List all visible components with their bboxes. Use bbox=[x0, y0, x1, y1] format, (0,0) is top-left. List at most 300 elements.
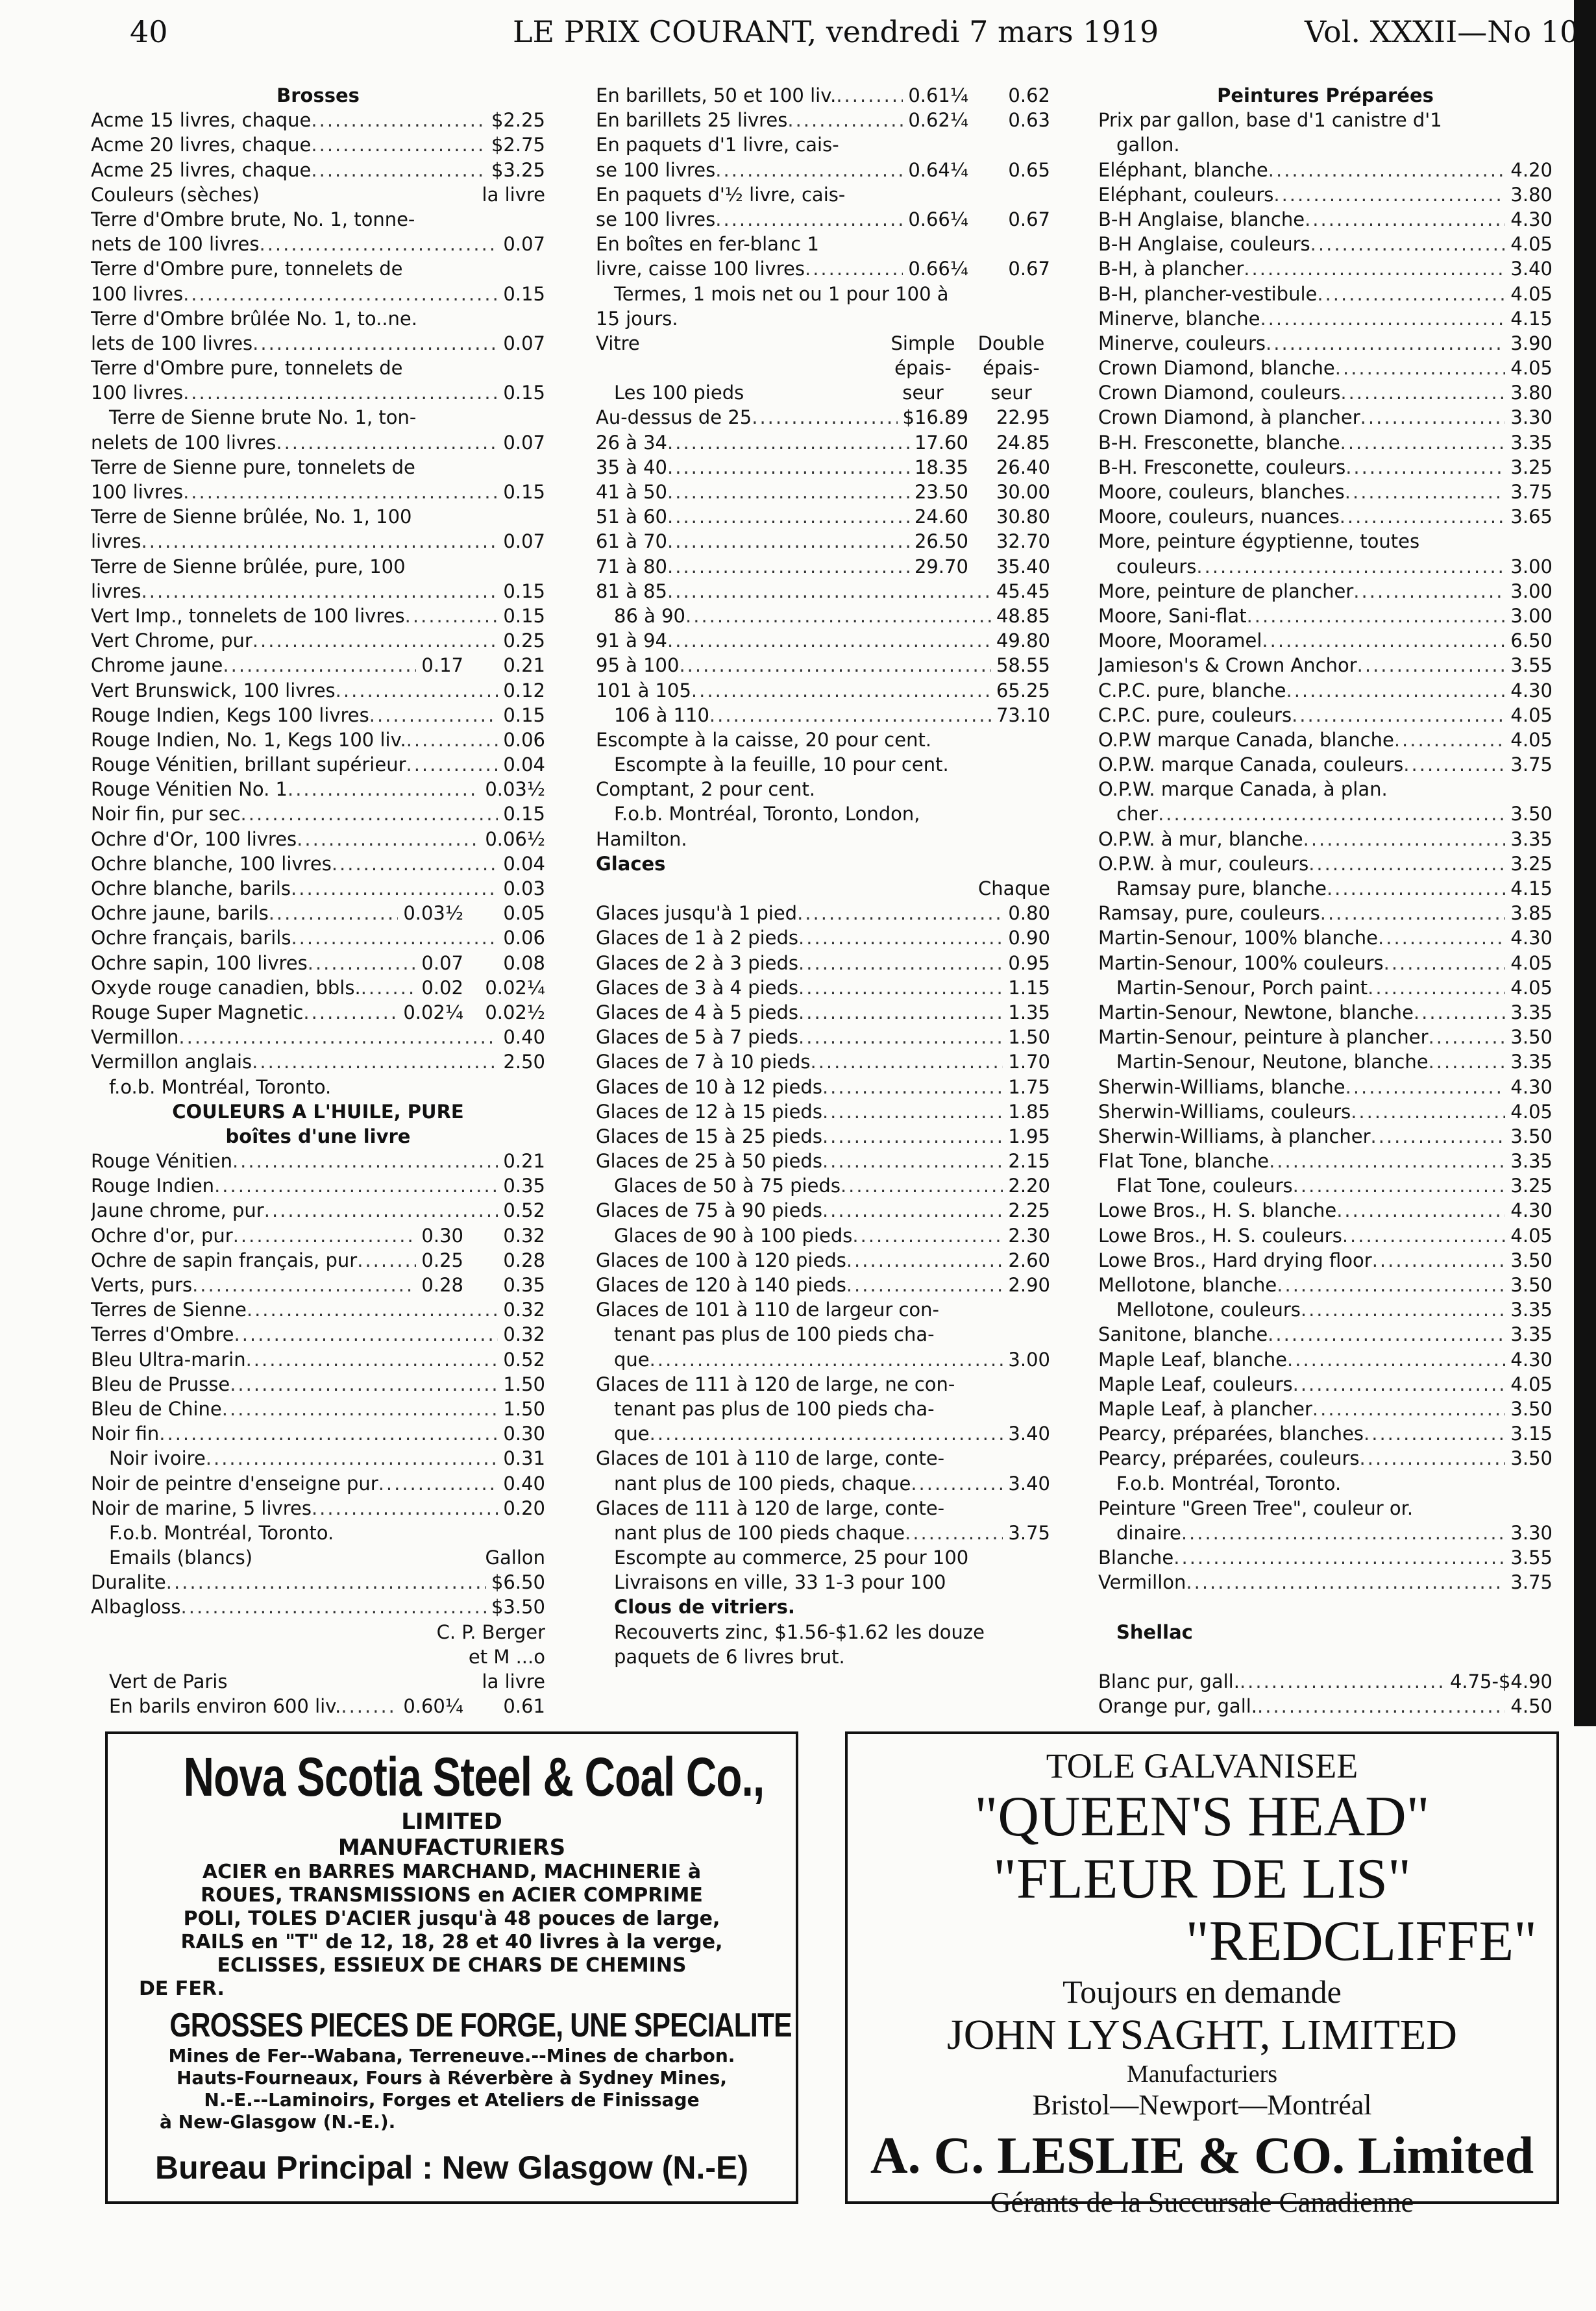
item-price: 4.05 bbox=[1510, 951, 1553, 974]
item-label: cher bbox=[1116, 803, 1159, 825]
item-price: 0.95 bbox=[1008, 951, 1050, 974]
text-line: gallon. bbox=[1116, 134, 1180, 156]
item-price: 0.31 bbox=[503, 1447, 545, 1470]
leader-dots bbox=[1429, 1025, 1506, 1049]
item-price: 73.10 bbox=[996, 703, 1050, 726]
price-row bbox=[1098, 306, 1553, 331]
price-row bbox=[1098, 1446, 1553, 1471]
leader-dots bbox=[1340, 504, 1506, 529]
leader-dots bbox=[341, 1694, 398, 1718]
item-price-alt: 0.08 bbox=[503, 951, 545, 974]
item-price-alt: 0.28 bbox=[503, 1249, 545, 1271]
item-price: 3.50 bbox=[1510, 1397, 1553, 1420]
leader-dots bbox=[667, 480, 909, 504]
leader-dots bbox=[1364, 1421, 1505, 1446]
price-row bbox=[596, 554, 1050, 579]
item-label: Vert Imp., tonnelets de 100 livres bbox=[91, 604, 405, 627]
item-label: Rouge Vénitien No. 1 bbox=[91, 778, 288, 801]
item-label: Ochre de sapin français, pur bbox=[91, 1249, 358, 1271]
ad-company-name: Nova Scotia Steel & Coal Co., bbox=[183, 1746, 765, 1807]
text-line: Terre d'Ombre pure, tonnelets de bbox=[91, 258, 403, 280]
leader-dots bbox=[159, 1421, 498, 1446]
item-label: C.P.C. pure, couleurs bbox=[1098, 703, 1292, 726]
price-row bbox=[596, 158, 1050, 182]
price-row bbox=[596, 851, 1050, 876]
item-price: 0.02 bbox=[421, 976, 463, 999]
leader-dots bbox=[206, 1446, 498, 1471]
ad-products-line: ACIER en BARRES MARCHAND, MACHINERIE à bbox=[202, 1861, 702, 1883]
item-price-alt: 35.40 bbox=[996, 555, 1050, 578]
leader-dots bbox=[378, 1471, 498, 1496]
leader-dots bbox=[1269, 1149, 1505, 1173]
item-price: $3.50 bbox=[491, 1596, 545, 1619]
price-row bbox=[91, 1446, 545, 1471]
price-row bbox=[91, 1173, 545, 1198]
item-label: Jaune chrome, pur bbox=[91, 1199, 264, 1222]
item-label: Noir de marine, 5 livres bbox=[91, 1497, 312, 1519]
price-row bbox=[1098, 1421, 1553, 1446]
price-row bbox=[91, 851, 545, 876]
unit-label: la livre bbox=[482, 1670, 545, 1693]
leader-dots bbox=[1340, 430, 1506, 455]
item-label: Acme 15 livres, chaque bbox=[91, 109, 312, 132]
item-label: Glaces de 50 à 75 pieds bbox=[614, 1175, 841, 1197]
item-label: Lowe Bros., Hard drying floor bbox=[1098, 1249, 1372, 1271]
text-line: Escompte au commerce, 25 pour 100 bbox=[614, 1547, 969, 1569]
leader-dots bbox=[798, 1000, 1003, 1025]
price-row bbox=[596, 1347, 1050, 1372]
leader-dots bbox=[650, 1421, 1003, 1446]
item-price-alt: 32.70 bbox=[996, 530, 1050, 553]
item-label: B-H Anglaise, couleurs bbox=[1098, 233, 1310, 256]
column-header: épais- bbox=[894, 357, 951, 380]
item-price-alt: 0.67 bbox=[1008, 208, 1050, 230]
leader-dots bbox=[1336, 1198, 1505, 1223]
item-price-alt: 0.02½ bbox=[485, 1001, 545, 1023]
item-price: 29.70 bbox=[914, 555, 968, 578]
price-row bbox=[91, 554, 545, 579]
leader-dots bbox=[1371, 1124, 1506, 1149]
item-label: Martin-Senour, peinture à plancher bbox=[1098, 1026, 1429, 1049]
item-price: 2.15 bbox=[1008, 1150, 1050, 1173]
item-label: Martin-Senour, 100% couleurs bbox=[1098, 951, 1384, 974]
leader-dots bbox=[1257, 1694, 1505, 1718]
item-label: Glaces jusqu'à 1 pied bbox=[596, 902, 798, 925]
price-row bbox=[1098, 1149, 1553, 1173]
item-label: Jamieson's & Crown Anchor bbox=[1098, 654, 1357, 677]
item-label: Ramsay, pure, couleurs bbox=[1098, 902, 1320, 925]
scan-edge-bar bbox=[1574, 0, 1596, 1726]
price-row bbox=[91, 256, 545, 281]
item-label: Pearcy, préparées, blanches bbox=[1098, 1423, 1364, 1445]
price-row bbox=[596, 405, 1050, 430]
price-row bbox=[91, 752, 545, 777]
leader-dots bbox=[1372, 1248, 1506, 1273]
price-row bbox=[1098, 1322, 1553, 1347]
item-price: 17.60 bbox=[914, 431, 968, 454]
item-label: Glaces de 7 à 10 pieds bbox=[596, 1051, 811, 1073]
item-label: 100 livres bbox=[91, 382, 184, 404]
price-row bbox=[596, 1471, 1050, 1496]
text-line: Recouverts zinc, $1.56-$1.62 les douze bbox=[614, 1620, 985, 1643]
leader-dots bbox=[1357, 653, 1506, 678]
leader-dots bbox=[667, 430, 909, 455]
ad-mines-line: Mines de Fer--Wabana, Terreneuve.--Mines de charbon. bbox=[168, 2045, 735, 2066]
price-row bbox=[91, 1545, 545, 1570]
unit-label: Gallon bbox=[485, 1547, 545, 1569]
leader-dots bbox=[241, 801, 498, 826]
leader-dots bbox=[1305, 207, 1505, 232]
item-price: 1.35 bbox=[1008, 1001, 1050, 1023]
price-row bbox=[1098, 1397, 1553, 1421]
leader-dots bbox=[798, 951, 1003, 975]
section-heading: boîtes d'une livre bbox=[225, 1125, 411, 1147]
price-row bbox=[1098, 703, 1553, 728]
price-row bbox=[91, 1297, 545, 1322]
item-price: 49.80 bbox=[996, 630, 1050, 652]
item-price-alt: 0.21 bbox=[503, 654, 545, 677]
leader-dots bbox=[822, 1149, 1003, 1173]
item-label: Terres d'Ombre bbox=[91, 1323, 234, 1346]
leader-dots bbox=[1345, 1075, 1506, 1099]
price-row bbox=[91, 132, 545, 157]
item-label: Chrome jaune bbox=[91, 654, 223, 677]
price-row bbox=[1098, 232, 1553, 256]
item-label: Martin-Senour, Newtone, blanche bbox=[1098, 1001, 1414, 1023]
item-price-alt: 24.85 bbox=[996, 431, 1050, 454]
item-price: 1.85 bbox=[1008, 1100, 1050, 1123]
price-row bbox=[596, 975, 1050, 1000]
item-price: 3.40 bbox=[1008, 1423, 1050, 1445]
leader-dots bbox=[1303, 827, 1506, 851]
leader-dots bbox=[252, 628, 498, 653]
item-label: Flat Tone, blanche bbox=[1098, 1150, 1270, 1173]
price-row bbox=[1098, 827, 1553, 851]
item-price: 3.40 bbox=[1510, 258, 1553, 280]
item-price: 3.15 bbox=[1510, 1423, 1553, 1445]
leader-dots bbox=[715, 158, 903, 182]
price-row bbox=[1098, 158, 1553, 182]
item-label: Sherwin-Williams, blanche bbox=[1098, 1075, 1345, 1098]
item-price: 0.52 bbox=[503, 1199, 545, 1222]
ad-limited: LIMITED bbox=[401, 1809, 502, 1835]
price-row bbox=[596, 1620, 1050, 1645]
item-price: 0.03½ bbox=[485, 778, 545, 801]
item-label: Vert Chrome, pur bbox=[91, 630, 252, 652]
leader-dots bbox=[247, 1297, 498, 1322]
price-row bbox=[1098, 529, 1553, 554]
item-price: 1.75 bbox=[1008, 1075, 1050, 1098]
price-row bbox=[596, 207, 1050, 232]
price-row bbox=[1098, 728, 1553, 752]
leader-dots bbox=[181, 1595, 486, 1619]
item-price: 0.90 bbox=[1008, 927, 1050, 949]
leader-dots bbox=[1268, 158, 1506, 182]
leader-dots bbox=[291, 925, 498, 950]
item-price: 0.15 bbox=[503, 481, 545, 503]
price-row bbox=[91, 1645, 545, 1669]
item-label: Glaces de 1 à 2 pieds bbox=[596, 927, 799, 949]
leader-dots bbox=[332, 851, 498, 876]
price-column-1 bbox=[91, 83, 545, 1718]
price-row bbox=[596, 1595, 1050, 1619]
text-line: Terre d'Ombre brûlée No. 1, to..ne. bbox=[91, 307, 417, 330]
item-label: Rouge Vénitien bbox=[91, 1150, 232, 1173]
price-row bbox=[1098, 282, 1553, 306]
price-row bbox=[596, 1173, 1050, 1198]
leader-dots bbox=[787, 108, 903, 132]
price-row bbox=[1098, 1000, 1553, 1025]
price-row bbox=[1098, 851, 1553, 876]
price-row bbox=[91, 901, 545, 925]
leader-dots bbox=[1273, 182, 1505, 207]
price-row bbox=[596, 356, 1050, 380]
price-row bbox=[1098, 1372, 1553, 1397]
text-line: En paquets d'½ livre, cais- bbox=[596, 183, 846, 206]
price-row bbox=[91, 430, 545, 455]
item-price: 4.05 bbox=[1510, 357, 1553, 380]
leader-dots bbox=[297, 827, 480, 851]
leader-dots bbox=[1327, 876, 1505, 901]
leader-dots bbox=[1293, 1372, 1506, 1397]
leader-dots bbox=[259, 232, 498, 256]
item-label: B-H Anglaise, blanche bbox=[1098, 208, 1305, 230]
ad-products-line: ECLISSES, ESSIEUX DE CHARS DE CHEMINS bbox=[217, 1954, 687, 1977]
item-price: $2.25 bbox=[491, 109, 545, 132]
price-row bbox=[1098, 356, 1553, 380]
column-header: seur bbox=[902, 382, 944, 404]
item-price: 58.55 bbox=[996, 654, 1050, 677]
price-row bbox=[596, 256, 1050, 281]
leader-dots bbox=[1240, 1669, 1445, 1694]
item-price: 3.35 bbox=[1510, 827, 1553, 850]
price-row bbox=[596, 827, 1050, 851]
item-label: Ochre blanche, barils bbox=[91, 877, 291, 899]
leader-dots bbox=[650, 1347, 1003, 1372]
leader-dots bbox=[1312, 1397, 1506, 1421]
advertisement-tole-galvanisee bbox=[845, 1731, 1559, 2218]
price-row bbox=[91, 380, 545, 405]
leader-dots bbox=[233, 1223, 417, 1248]
item-price: 0.07 bbox=[503, 431, 545, 454]
price-row bbox=[1098, 83, 1553, 108]
item-price-alt: 0.61 bbox=[503, 1695, 545, 1718]
item-price: 4.20 bbox=[1510, 158, 1553, 181]
item-price: 23.50 bbox=[914, 481, 968, 503]
price-row bbox=[91, 1620, 545, 1645]
leader-dots bbox=[361, 975, 417, 1000]
item-price: 1.95 bbox=[1008, 1125, 1050, 1147]
price-row bbox=[596, 1075, 1050, 1099]
item-label: Vermillon bbox=[1098, 1571, 1186, 1594]
price-row bbox=[91, 827, 545, 851]
text-line: tenant pas plus de 100 pieds cha- bbox=[614, 1397, 935, 1420]
item-price: 0.25 bbox=[503, 630, 545, 652]
price-row bbox=[91, 1372, 545, 1397]
price-row bbox=[91, 951, 545, 975]
price-row bbox=[1098, 678, 1553, 703]
text-line: Peinture "Green Tree", couleur or. bbox=[1098, 1497, 1414, 1519]
price-row bbox=[596, 1645, 1050, 1669]
price-row bbox=[91, 504, 545, 529]
item-price: 0.07 bbox=[503, 233, 545, 256]
price-row bbox=[1098, 480, 1553, 504]
item-label: Vermillon bbox=[91, 1026, 179, 1049]
item-price: 3.00 bbox=[1510, 604, 1553, 627]
item-label: Martin-Senour, Neutone, blanche bbox=[1116, 1051, 1429, 1073]
leader-dots bbox=[223, 653, 416, 678]
item-price: 6.50 bbox=[1510, 630, 1553, 652]
price-row bbox=[91, 1694, 545, 1718]
item-price: 3.30 bbox=[1510, 406, 1553, 429]
item-price: 0.52 bbox=[503, 1348, 545, 1371]
text-line: Comptant, 2 pour cent. bbox=[596, 778, 816, 801]
price-row bbox=[91, 1521, 545, 1545]
text-line: Hamilton. bbox=[596, 827, 687, 850]
item-price: 3.35 bbox=[1510, 1323, 1553, 1346]
leader-dots bbox=[798, 1025, 1003, 1049]
item-label: Ochre sapin, 100 livres bbox=[91, 951, 308, 974]
item-price: 0.62¼ bbox=[908, 109, 968, 132]
leader-dots bbox=[715, 207, 903, 232]
leader-dots bbox=[1394, 728, 1506, 752]
item-price: 3.50 bbox=[1510, 1125, 1553, 1147]
price-row bbox=[1098, 1198, 1553, 1223]
item-label: Glaces de 75 à 90 pieds bbox=[596, 1199, 822, 1222]
page-title: LE PRIX COURANT, vendredi 7 mars 1919 bbox=[513, 14, 1159, 49]
price-row bbox=[596, 1421, 1050, 1446]
item-label: Noir fin, pur sec bbox=[91, 803, 241, 825]
item-price: 4.50 bbox=[1510, 1695, 1553, 1718]
leader-dots bbox=[667, 529, 909, 554]
item-price-alt: 26.40 bbox=[996, 456, 1050, 478]
price-row bbox=[1098, 1297, 1553, 1322]
item-label: Maple Leaf, couleurs bbox=[1098, 1373, 1293, 1395]
text-line: En paquets d'1 livre, cais- bbox=[596, 134, 839, 156]
leader-dots bbox=[1345, 480, 1506, 504]
leader-dots bbox=[846, 1248, 1003, 1273]
price-row bbox=[1098, 1075, 1553, 1099]
item-label: Ochre d'Or, 100 livres bbox=[91, 827, 297, 850]
price-row bbox=[596, 579, 1050, 604]
text-line: Prix par gallon, base d'1 canistre d'1 bbox=[1098, 109, 1442, 132]
section-heading: COULEURS A L'HUILE, PURE bbox=[172, 1100, 464, 1123]
price-row bbox=[596, 628, 1050, 653]
price-row bbox=[1098, 1521, 1553, 1545]
item-label: Noir de peintre d'enseigne pur bbox=[91, 1472, 378, 1495]
leader-dots bbox=[822, 1099, 1003, 1124]
leader-dots bbox=[810, 1049, 1003, 1074]
price-row bbox=[1098, 1669, 1553, 1694]
price-row bbox=[91, 1471, 545, 1496]
leader-dots bbox=[1360, 1446, 1506, 1471]
item-price: 65.25 bbox=[996, 679, 1050, 702]
text-line: Terre de Sienne brute No. 1, ton- bbox=[109, 406, 417, 429]
leader-dots bbox=[183, 380, 498, 405]
leader-dots bbox=[1429, 1049, 1506, 1074]
item-label: Minerve, couleurs bbox=[1098, 332, 1266, 354]
price-row bbox=[1098, 1124, 1553, 1149]
price-row bbox=[91, 1075, 545, 1099]
item-label: O.P.W. marque Canada, couleurs bbox=[1098, 753, 1404, 776]
item-label: 95 à 100 bbox=[596, 654, 680, 677]
item-label: 51 à 60 bbox=[596, 506, 668, 528]
item-label: 81 à 85 bbox=[596, 580, 668, 602]
leader-dots bbox=[667, 554, 909, 579]
item-price: 0.35 bbox=[503, 1175, 545, 1197]
right-note: C. P. Berger bbox=[436, 1620, 545, 1643]
item-label: Acme 20 livres, chaque bbox=[91, 134, 312, 156]
item-label: En barils environ 600 liv. bbox=[109, 1695, 341, 1718]
price-row bbox=[596, 1273, 1050, 1297]
item-label: Glaces de 25 à 50 pieds bbox=[596, 1150, 822, 1173]
leader-dots bbox=[1292, 703, 1505, 728]
leader-dots bbox=[685, 604, 991, 628]
price-row bbox=[91, 1000, 545, 1025]
item-price: 0.06 bbox=[503, 728, 545, 751]
item-price: 0.15 bbox=[503, 282, 545, 305]
item-price: 4.15 bbox=[1510, 877, 1553, 899]
ad-products-line: POLI, TOLES D'ACIER jusqu'à 48 pouces de large, bbox=[183, 1907, 720, 1930]
leader-dots bbox=[841, 1173, 1003, 1198]
item-price: 0.61¼ bbox=[908, 84, 968, 106]
item-price: 4.30 bbox=[1510, 1075, 1553, 1098]
price-row bbox=[91, 925, 545, 950]
item-label: Moore, couleurs, nuances bbox=[1098, 506, 1340, 528]
leader-dots bbox=[805, 256, 903, 281]
spacer-row bbox=[1098, 1645, 1553, 1669]
item-label: lets de 100 livres bbox=[91, 332, 253, 354]
item-price-alt: 22.95 bbox=[996, 406, 1050, 429]
leader-dots bbox=[1196, 554, 1505, 579]
price-row bbox=[1098, 628, 1553, 653]
price-row bbox=[91, 282, 545, 306]
item-price: 0.06½ bbox=[485, 827, 545, 850]
price-row bbox=[91, 1099, 545, 1124]
price-row bbox=[1098, 1099, 1553, 1124]
leader-dots bbox=[1368, 975, 1505, 1000]
item-price: 0.15 bbox=[503, 382, 545, 404]
price-row bbox=[596, 455, 1050, 480]
text-line: Escompte à la caisse, 20 pour cent. bbox=[596, 728, 932, 751]
price-row bbox=[91, 628, 545, 653]
item-label: Lowe Bros., H. S. couleurs bbox=[1098, 1224, 1342, 1247]
column-header: seur bbox=[990, 382, 1032, 404]
item-price: 3.50 bbox=[1510, 1026, 1553, 1049]
item-price: 2.90 bbox=[1008, 1274, 1050, 1296]
column-header: Simple bbox=[890, 332, 955, 354]
item-price: 0.07 bbox=[503, 530, 545, 553]
price-row bbox=[91, 529, 545, 554]
item-label: nelets de 100 livres bbox=[91, 431, 276, 454]
item-price: 0.64¼ bbox=[908, 158, 968, 181]
price-row bbox=[1098, 901, 1553, 925]
item-label: 41 à 50 bbox=[596, 481, 668, 503]
text-line: paquets de 6 livres brut. bbox=[614, 1645, 845, 1668]
price-row bbox=[596, 1322, 1050, 1347]
item-price: $6.50 bbox=[491, 1571, 545, 1594]
item-label: Crown Diamond, couleurs bbox=[1098, 382, 1341, 404]
price-row bbox=[91, 1149, 545, 1173]
ad-mines-line: N.-E.--Laminoirs, Forges et Ateliers de Finissage bbox=[204, 2089, 700, 2110]
column-header: Vitre bbox=[596, 332, 640, 354]
price-row bbox=[91, 356, 545, 380]
leader-dots bbox=[1384, 951, 1506, 975]
leader-dots bbox=[192, 1273, 416, 1297]
price-row bbox=[596, 1099, 1050, 1124]
leader-dots bbox=[166, 1570, 486, 1595]
section-heading: Brosses bbox=[276, 84, 360, 106]
